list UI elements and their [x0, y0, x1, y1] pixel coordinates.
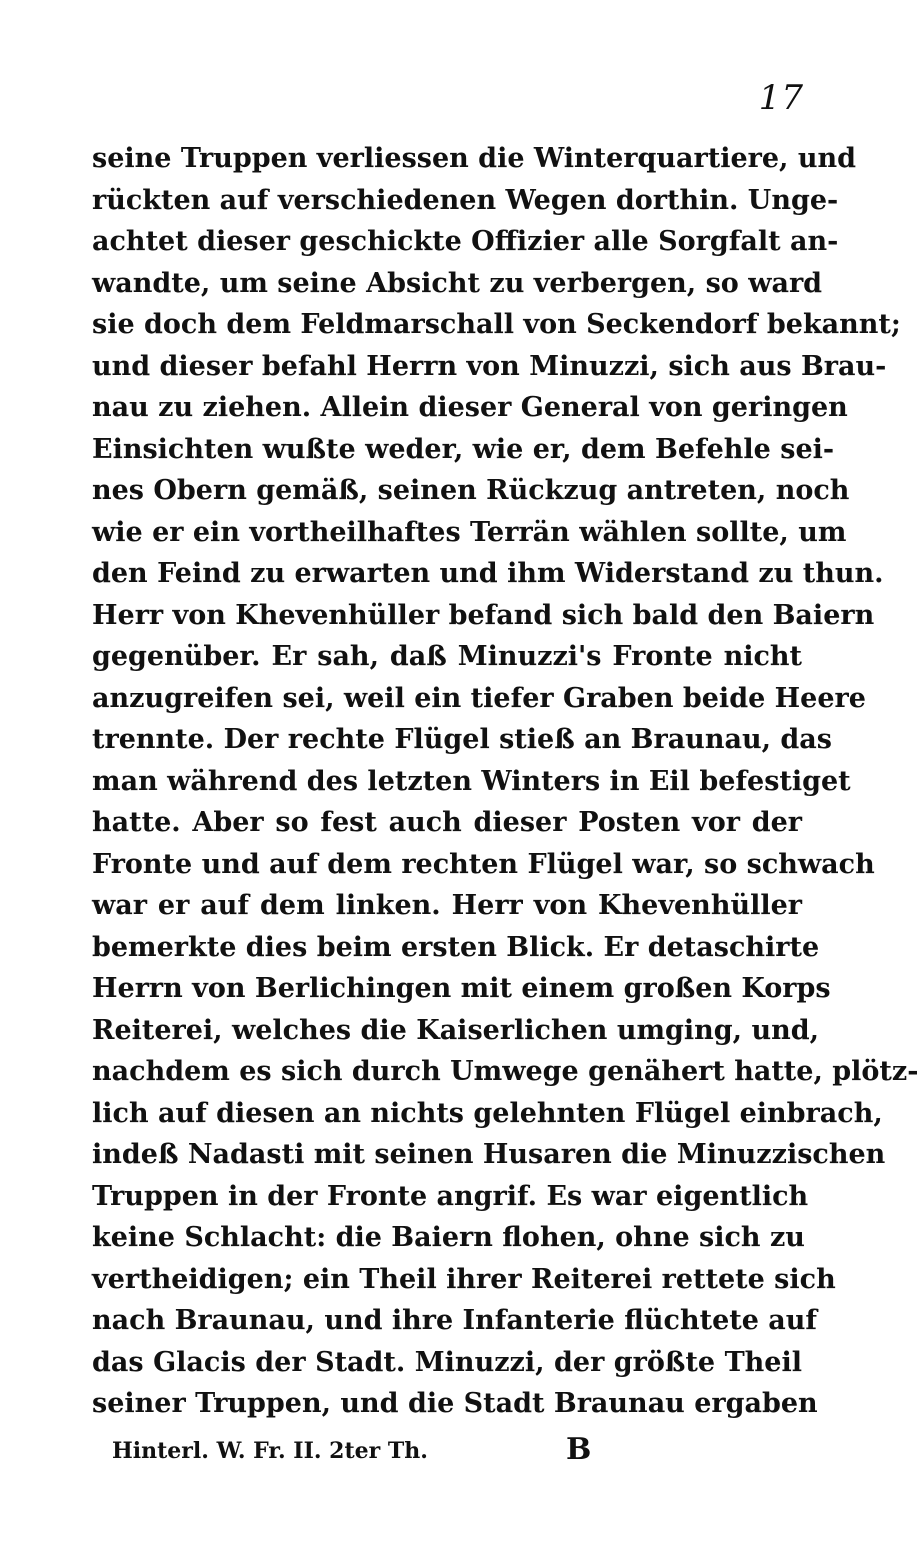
text-line-15: trennte. Der rechte Flügel stieß an Braunau, das — [92, 724, 832, 755]
text-line-4: wandte, um seine Absicht zu verbergen, so ward — [92, 267, 823, 299]
text-line-21: Herrn von Berlichingen mit einem großen Korps — [92, 973, 831, 1004]
text-line-30: das Glacis der Stadt. Minuzzi, der größte Theil — [92, 1346, 802, 1378]
text-line-9: nes Obern gemäß, seinen Rückzug antreten, noch — [92, 475, 850, 506]
text-line-27: keine Schlacht: die Baiern flohen, ohne sich zu — [92, 1222, 805, 1253]
text-line-16: man während des letzten Winters in Eil befestiget — [92, 765, 851, 797]
text-line-26: Truppen in der Fronte angrif. Es war eigentlich — [92, 1180, 809, 1212]
signature-mark: B — [566, 1432, 592, 1467]
text-line-23: nachdem es sich durch Umwege genähert hatte, plötz- — [92, 1056, 918, 1087]
text-line-10: wie er ein vortheilhaftes Terrän wählen sollte, um — [92, 516, 847, 548]
text-line-1: seine Truppen verliessen die Winterquartiere, und — [92, 143, 856, 174]
text-line-18: Fronte und auf dem rechten Flügel war, so schwach — [92, 848, 875, 880]
text-line-17: hatte. Aber so fest auch dieser Posten vor der — [92, 807, 802, 838]
text-line-7: nau zu ziehen. Allein dieser General von geringen — [92, 392, 848, 423]
text-line-19: war er auf dem linken. Herr von Khevenhüller — [92, 890, 802, 921]
text-line-22: Reiterei, welches die Kaiserlichen umging, und, — [92, 1014, 820, 1046]
text-line-25: indeß Nadasti mit seinen Husaren die Minuzzischen — [92, 1139, 886, 1170]
text-line-12: Herr von Khevenhüller befand sich bald den Baiern — [92, 599, 875, 631]
text-line-31: seiner Truppen, und die Stadt Braunau ergaben — [92, 1388, 818, 1419]
text-line-20: bemerkte dies beim ersten Blick. Er detaschirte — [92, 931, 820, 963]
signature-note: Hinterl. W. Fr. II. 2ter Th. — [112, 1438, 428, 1464]
text-line-28: vertheidigen; ein Theil ihrer Reiterei rettete sich — [92, 1263, 836, 1295]
text-line-6: und dieser befahl Herrn von Minuzzi, sich aus Brau- — [92, 350, 887, 382]
text-line-29: nach Braunau, und ihre Infanterie flüchtete auf — [92, 1305, 818, 1336]
text-line-24: lich auf diesen an nichts gelehnten Flügel einbrach, — [92, 1097, 883, 1129]
text-line-8: Einsichten wußte weder, wie er, dem Befehle sei- — [92, 433, 835, 465]
text-line-13: gegenüber. Er sah, daß Minuzzi's Fronte nicht — [92, 641, 802, 672]
text-line-14: anzugreifen sei, weil ein tiefer Graben beide Heere — [92, 682, 866, 714]
text-line-2: rückten auf verschiedenen Wegen dorthin. Unge- — [92, 184, 839, 216]
text-line-5: sie doch dem Feldmarschall von Seckendorf bekannt; — [92, 309, 901, 340]
text-body — [92, 138, 918, 1425]
page-footer — [112, 1432, 712, 1478]
text-line-3: achtet dieser geschickte Offizier alle Sorgfalt an- — [92, 226, 839, 257]
text-line-11: den Feind zu erwarten und ihm Widerstand zu thun. — [92, 558, 884, 589]
page-number: 17 — [758, 78, 804, 118]
